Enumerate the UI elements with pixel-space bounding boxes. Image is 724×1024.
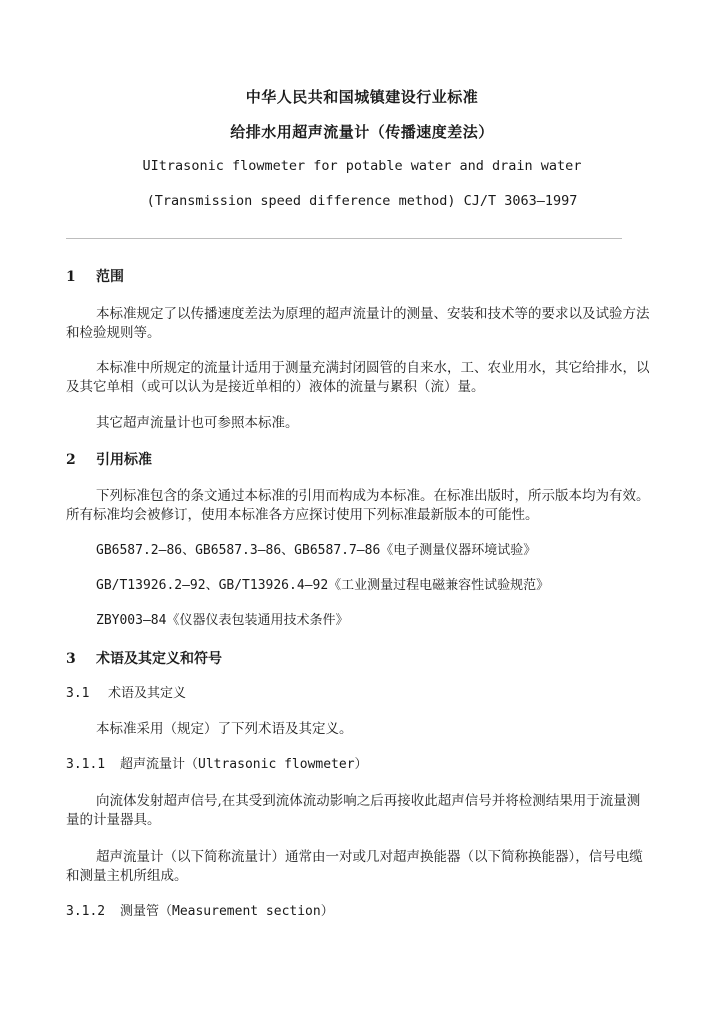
- section-1-paragraph-2-line-1: 本标准中所规定的流量计适用于测量充满封闭圆管的自来水，工、农业用水，其它给排水，以: [96, 360, 650, 376]
- section-3-1-1-number: 3.1.1: [66, 757, 106, 772]
- section-3-heading: [66, 650, 222, 668]
- section-1-number: 1: [66, 269, 76, 285]
- reference-standard-2: GB/T13926.2—92、GB/T13926.4—92《工业测量过程电磁兼容性试验规范》: [96, 578, 550, 593]
- section-3-1-1-heading: [66, 756, 368, 774]
- header-divider: [66, 238, 622, 239]
- section-3-1-1-paragraph-2-line-2: 和测量主机所组成。: [66, 868, 188, 884]
- section-3-number: 3: [66, 651, 76, 667]
- section-2-heading: [66, 451, 152, 469]
- standard-category-title: 中华人民共和国城镇建设行业标准: [245, 88, 479, 106]
- section-3-1-number: 3.1: [66, 686, 90, 701]
- section-3-1-2-title: 测量管（Measurement section）: [120, 904, 334, 919]
- section-3-title: 术语及其定义和符号: [96, 651, 222, 667]
- section-2-paragraph-1-line-1: 下列标准包含的条文通过本标准的引用而构成为本标准。在标准出版时，所示版本均为有效。: [96, 488, 650, 504]
- section-3-1-text: 本标准采用（规定）了下列术语及其定义。: [96, 721, 353, 737]
- standard-title-english: UItrasonic flowmeter for potable water and drain water: [142, 158, 582, 174]
- section-2-title: 引用标准: [96, 452, 152, 468]
- standard-subtitle-english: (Transmission speed difference method) CJ/T 3063—1997: [146, 193, 578, 209]
- section-3-1-title: 术语及其定义: [108, 686, 187, 701]
- section-3-1-2-heading: [66, 903, 334, 921]
- section-3-1-1-paragraph-1-line-2: 量的计量器具。: [66, 812, 161, 828]
- section-2-paragraph-1-line-2: 所有标准均会被修订，使用本标准各方应探讨使用下列标准最新版本的可能性。: [66, 507, 539, 523]
- section-3-1-heading: [66, 685, 186, 703]
- standard-title-chinese: 给排水用超声流量计（传播速度差法）: [230, 123, 494, 141]
- section-1-paragraph-1-line-1: 本标准规定了以传播速度差法为原理的超声流量计的测量、安装和技术等的要求以及试验方法: [96, 306, 650, 322]
- section-3-1-2-number: 3.1.2: [66, 904, 106, 919]
- section-1-title: 范围: [96, 269, 124, 285]
- section-3-1-1-paragraph-2-line-1: 超声流量计（以下简称流量计）通常由一对或几对超声换能器（以下简称换能器），信号电缆: [96, 849, 643, 865]
- reference-standard-1: GB6587.2—86、GB6587.3—86、GB6587.7—86《电子测量仪器环境试验》: [96, 543, 537, 558]
- section-1-paragraph-3: 其它超声流量计也可参照本标准。: [96, 415, 299, 431]
- section-2-number: 2: [66, 452, 76, 468]
- section-3-1-1-paragraph-1-line-1: 向流体发射超声信号,在其受到流体流动影响之后再接收此超声信号并将检测结果用于流量测: [96, 793, 641, 809]
- section-1-paragraph-2-line-2: 及其它单相（或可以认为是接近单相的）液体的流量与累积（流）量。: [66, 379, 485, 395]
- section-1-paragraph-1-line-2: 和检验规则等。: [66, 325, 161, 341]
- reference-standard-3: ZBY003—84《仪器仪表包装通用技术条件》: [96, 613, 349, 628]
- section-3-1-1-title: 超声流量计（Ultrasonic flowmeter）: [120, 757, 368, 772]
- section-1-heading: [66, 268, 124, 286]
